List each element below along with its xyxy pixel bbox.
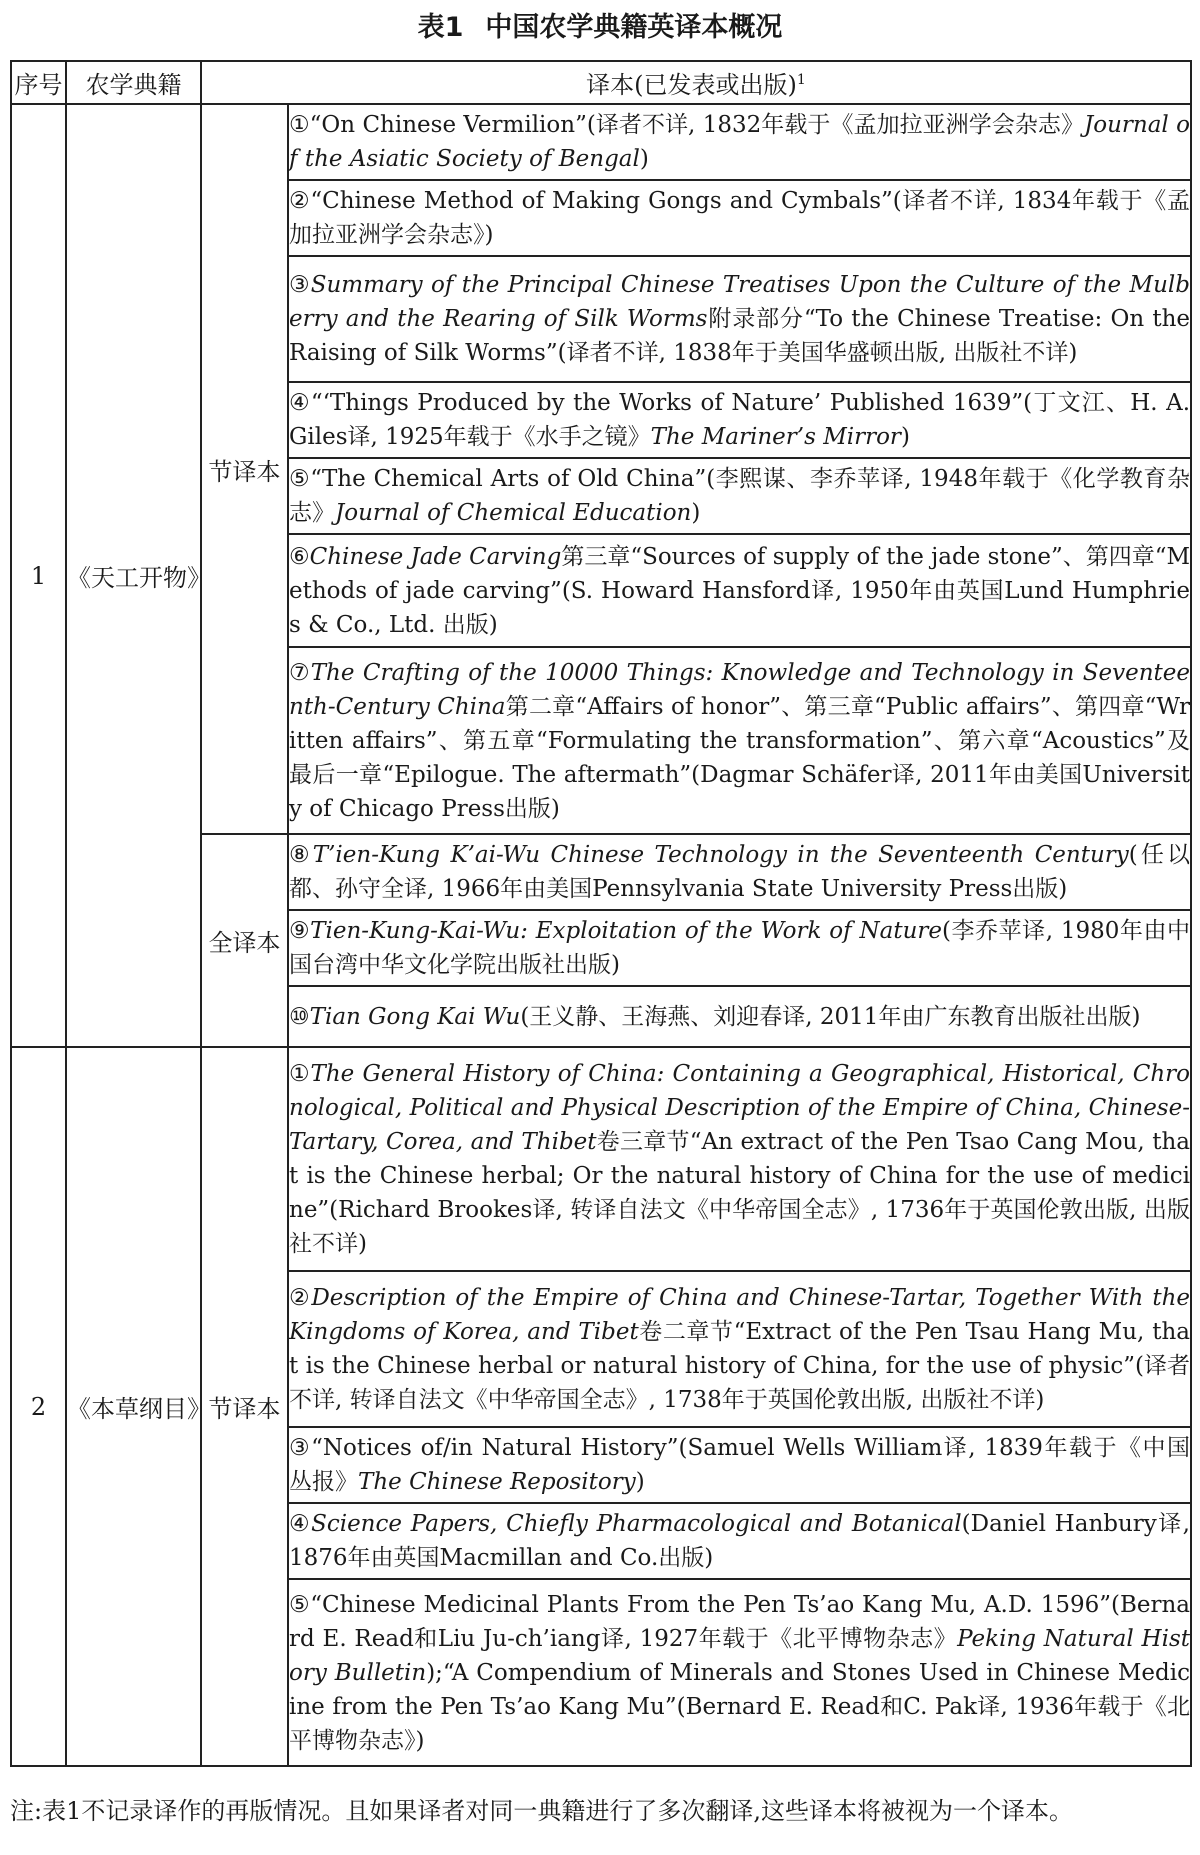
- entry-number: ②: [289, 188, 311, 215]
- translation-entry: [288, 910, 1191, 986]
- translations-table: [10, 60, 1192, 1767]
- entry-number: ③: [289, 272, 311, 299]
- entry-title-italic: Journal of the Asiatic Society of Bengal: [289, 112, 1190, 173]
- translation-entry: [288, 986, 1191, 1047]
- entry-text: “Notices of/in Natural History”(Samuel Wells William译, 1839年载于《中国丛报》: [289, 1435, 1190, 1496]
- header-no: 序号: [11, 61, 66, 104]
- classic-title: 《本草纲目》: [66, 1047, 201, 1766]
- entry-title-italic: The Chinese Repository: [358, 1469, 636, 1496]
- translation-entry: [288, 180, 1191, 256]
- table-footnote: 注:表1不记录译作的再版情况。且如果译者对同一典籍进行了多次翻译,这些译本将被视为一个译本。: [10, 1797, 1073, 1825]
- entry-title-italic: Description of the Empire of China and Chinese-Tartar, Together With the Kingdoms of Korea, and Tibet: [289, 1284, 1190, 1345]
- entry-number: ④: [289, 390, 311, 417]
- entry-text: (李乔苹译, 1980年由中国台湾中华文化学院出版社出版): [289, 918, 1191, 979]
- group-number: 2: [11, 1047, 66, 1766]
- entry-text: 卷二章节“Extract of the Pen Tsau Hang Mu, that is the Chinese herbal or natural history of China, for the use of physic”(译者不详, 转译自法文《中华帝国全志》, 1738年于英国伦敦出版, 出版社不详): [289, 1318, 1190, 1413]
- classic-title: 《天工开物》: [66, 104, 201, 1047]
- entry-text: “‘Things Produced by the Works of Nature’ Published 1639”(丁文江、H. A. Giles译, 1925年载于《水手之镜》: [289, 390, 1191, 451]
- entry-text: ): [691, 500, 701, 527]
- translation-entry: [288, 1579, 1191, 1766]
- translation-entry: [288, 104, 1191, 180]
- entry-number: ④: [289, 1511, 312, 1538]
- translation-entry: [288, 1271, 1191, 1427]
- translation-type: 节译本: [201, 104, 288, 834]
- entry-text: 附录部分“To the Chinese Treatise: On the Raising of Silk Worms”(译者不详, 1838年于美国华盛顿出版, 出版社不详): [289, 306, 1191, 367]
- entry-number: ⑨: [289, 918, 311, 945]
- entry-text: 第三章“Sources of supply of the jade stone”、第四章“Methods of jade carving”(S. Howard Hansford译, 1950年由英国Lund Humphries & Co., Ltd. 出版): [289, 543, 1191, 638]
- entry-number: ③: [289, 1435, 312, 1462]
- entry-text: (Daniel Hanbury译, 1876年由英国Macmillan and Co.出版): [289, 1511, 1190, 1572]
- translation-type: 节译本: [201, 1047, 288, 1766]
- entry-text: ): [639, 146, 649, 173]
- table-caption: [0, 6, 1200, 50]
- entry-text: “Chinese Medicinal Plants From the Pen Ts’ao Kang Mu, A.D. 1596”(Bernard E. Read和Liu Ju-ch’iang译, 1927年载于《北平博物杂志》: [289, 1591, 1190, 1652]
- entry-text: 卷三章节“An extract of the Pen Tsao Cang Mou, that is the Chinese herbal; Or the natural history of China for the use of medicine”(Richard Brookes译, 转译自法文《中华帝国全志》, 1736年于英国伦敦出版, 出版社不详): [289, 1128, 1191, 1257]
- entry-title-italic: Tian Gong Kai Wu: [309, 1003, 521, 1030]
- entry-title-italic: T’ien-Kung K’ai-Wu Chinese Technology in the Seventeenth Century: [312, 842, 1129, 869]
- translation-entry: [288, 534, 1191, 647]
- translation-entry: [288, 1503, 1191, 1579]
- entry-title-italic: The Mariner’s Mirror: [650, 424, 901, 451]
- translation-entry: [288, 382, 1191, 458]
- entry-number: ⑤: [289, 1591, 311, 1618]
- group-number: 1: [11, 104, 66, 1047]
- header-book: 农学典籍: [66, 61, 201, 104]
- entry-text: “The Chemical Arts of Old China”(李熙谋、李乔苹译, 1948年载于《化学教育杂志》: [289, 466, 1190, 527]
- entry-title-italic: The Crafting of the 10000 Things: Knowledge and Technology in Seventeenth-Century China: [289, 659, 1190, 720]
- entry-text: );“A Compendium of Minerals and Stones Used in Chinese Medicine from the Pen Ts’ao Kang Mu”(Bernard E. Read和C. Pak译, 1936年载于《北平博物杂志》): [289, 1659, 1190, 1754]
- entry-text: 第二章“Affairs of honor”、第三章“Public affairs”、第四章“Written affairs”、第五章“Formulating the transformation”、第六章“Acoustics”及最后一章“Epilogue. The aftermath”(Dagmar Schäfer译, 2011年由美国University of Chicago Press出版): [289, 693, 1191, 822]
- entry-number: ①: [289, 112, 310, 139]
- entry-number: ①: [289, 1060, 311, 1087]
- entry-text: ): [635, 1469, 645, 1496]
- table-row: [11, 104, 1191, 180]
- entry-text: (任以都、孙守全译, 1966年由美国Pennsylvania State University Press出版): [289, 842, 1191, 903]
- entry-title-italic: Science Papers, Chiefly Pharmacological and Botanical: [311, 1511, 962, 1538]
- entry-title-italic: Peking Natural History Bulletin: [289, 1625, 1190, 1686]
- entry-text: ): [900, 424, 910, 451]
- entry-number: ②: [289, 1284, 312, 1311]
- header-footnote-mark: 1: [796, 72, 806, 89]
- translation-type: 全译本: [201, 834, 288, 1047]
- caption-title: 中国农学典籍英译本概况: [485, 12, 783, 43]
- entry-title-italic: Journal of Chemical Education: [335, 500, 692, 527]
- header-row: [11, 61, 1191, 104]
- entry-number: ⑦: [289, 659, 311, 686]
- translation-entry: [288, 834, 1191, 910]
- entry-number: ⑤: [289, 466, 311, 493]
- entry-text: (王义静、王海燕、刘迎春译, 2011年由广东教育出版社出版): [520, 1003, 1141, 1030]
- translation-entry: [288, 458, 1191, 534]
- header-translations: [201, 61, 1191, 104]
- entry-title-italic: Summary of the Principal Chinese Treatises Upon the Culture of the Mulberry and the Rearing of Silk Worms: [289, 272, 1190, 333]
- translation-entry: [288, 647, 1191, 834]
- translation-entry: [288, 256, 1191, 382]
- header-translations-label: 译本(已发表或出版): [586, 71, 797, 100]
- entry-text: “Chinese Method of Making Gongs and Cymbals”(译者不详, 1834年载于《孟加拉亚洲学会杂志》): [289, 188, 1190, 249]
- table-row: [11, 1047, 1191, 1271]
- entry-number: ⑧: [289, 842, 313, 869]
- entry-title-italic: The General History of China: Containing a Geographical, Historical, Chronological, Political and Physical Description of the Empire of China, Chinese-Tartary, Corea, and Thibet: [289, 1060, 1190, 1155]
- caption-label: 表1: [417, 12, 464, 43]
- translation-entry: [288, 1427, 1191, 1503]
- entry-text: “On Chinese Vermilion”(译者不详, 1832年载于《孟加拉亚洲学会杂志》: [309, 112, 1085, 139]
- entry-title-italic: Chinese Jade Carving: [309, 543, 562, 570]
- translation-entry: [288, 1047, 1191, 1271]
- entry-title-italic: Tien-Kung-Kai-Wu: Exploitation of the Work of Nature: [310, 918, 943, 945]
- entry-number: ⑥: [289, 543, 310, 570]
- entry-number: ⑩: [289, 1003, 310, 1030]
